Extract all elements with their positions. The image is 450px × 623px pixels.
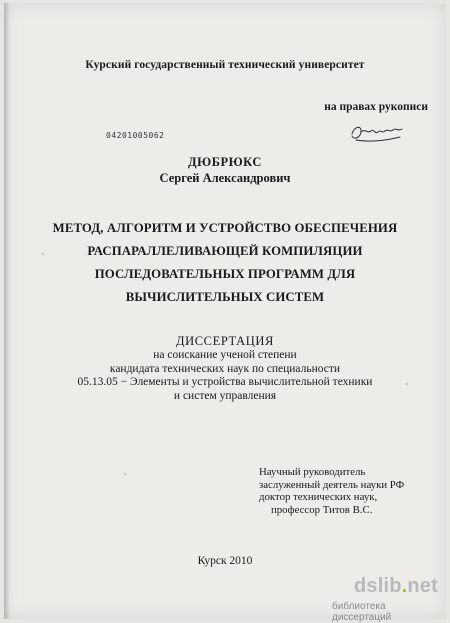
signature-icon [348,120,406,146]
description-line: 05.13.05 − Элементы и устройства вычислительной техники [77,376,373,388]
supervisor-line: заслуженный деятель науки РФ [259,478,405,491]
document-page [4,3,446,619]
scan-speck [42,253,44,255]
title-line: РАСПАРАЛЛЕЛИВАЮЩЕЙ КОМПИЛЯЦИИ [87,244,363,258]
scan-speck [124,473,126,475]
dslib-watermark [332,575,442,623]
description-line: и систем управления [173,389,277,402]
dissertation-title [4,217,446,309]
scan-speck [406,383,408,385]
title-line: ВЫЧИСЛИТЕЛЬНЫХ СИСТЕМ [125,290,325,304]
watermark-logo [354,575,438,598]
supervisor-line: Научный руководитель [259,466,366,478]
document-code: 04201005062 [106,131,165,140]
title-line: МЕТОД, АЛГОРИТМ И УСТРОЙСТВО ОБЕСПЕЧЕНИЯ [52,221,398,235]
supervisor-line: доктор технических наук, [259,491,378,503]
watermark-brand-b: net [407,575,438,597]
dissertation-description [4,334,446,403]
manuscript-rights-label: на правах рукописи [324,101,428,113]
description-line: на соискание ученой степени [153,349,297,361]
watermark-brand-a: dslib [353,575,402,597]
watermark-dot: . [401,575,408,597]
supervisor-line: профессор Титов В.С. [271,503,373,516]
description-line: кандидата технических наук по специальности [109,362,341,375]
city-year: Курск 2010 [197,555,253,567]
title-line: ПОСЛЕДОВАТЕЛЬНЫХ ПРОГРАММ ДЛЯ [94,267,356,281]
supervisor-block [259,466,404,516]
dissertation-heading: ДИССЕРТАЦИЯ [175,334,274,348]
page-shadow [4,3,10,619]
watermark-tagline: библиотека диссертаций [332,601,392,623]
author-surname: ДЮБРЮКС [188,155,262,169]
university-name: Курский государственный технический университет [85,59,365,71]
author-given-name: Сергей Александрович [159,171,291,185]
